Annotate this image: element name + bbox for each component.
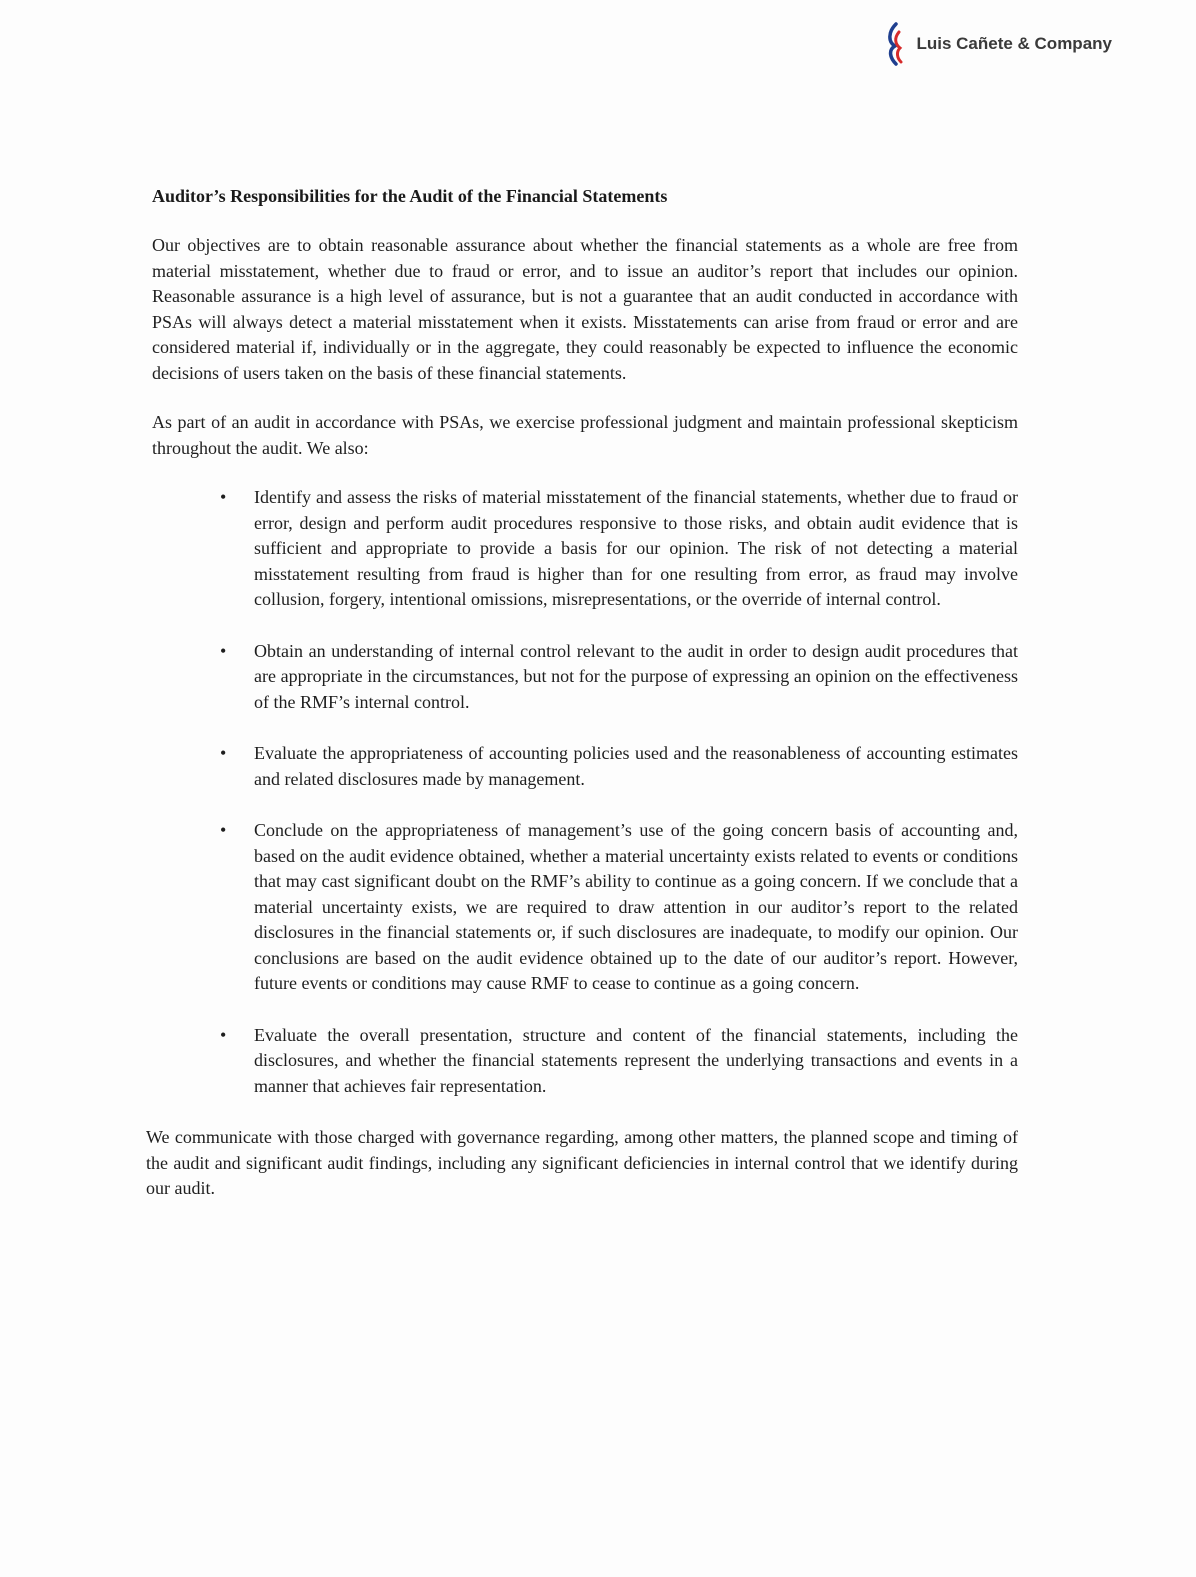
bullet-icon: •	[220, 1024, 227, 1045]
list-item-text: Identify and assess the risks of material misstatement of the financial statements, whether due to fraud or error, design and perform audit procedures responsive to those risks, and obtain audit evidence that is sufficient and appropriate to provide a basis for our opinion. The risk of not detecting a material misstatement resulting from fraud is higher than for one resulting from error, as fraud may involve collusion, forgery, intentional omissions, misrepresentations, or the override of internal control.	[254, 487, 1018, 609]
responsibilities-list	[152, 485, 1018, 1099]
list-item-text: Obtain an understanding of internal control relevant to the audit in order to design audit procedures that are appropriate in the circumstances, but not for the purpose of expressing an opinion on the effectiveness of the RMF’s internal control.	[254, 640, 1018, 712]
list-item-text: Conclude on the appropriateness of management’s use of the going concern basis of accounting and, based on the audit evidence obtained, whether a material uncertainty exists related to events or conditions that may cast significant doubt on the RMF’s ability to continue as a going concern. If we conclude that a material uncertainty exists, we are required to draw attention in our auditor’s report to the related disclosures in the financial statements or, if such disclosures are inadequate, to modify our opinion. Our conclusions are based on the audit evidence obtained up to the date of our auditor’s report. However, future events or conditions may cause RMF to cease to continue as a going concern.	[254, 820, 1018, 993]
paragraph-audit-part: As part of an audit in accordance with PSAs, we exercise professional judgment and maintain professional skepticism throughout the audit. We also:	[152, 412, 1018, 458]
bullet-icon: •	[220, 820, 227, 840]
document-body	[146, 186, 1018, 1226]
firm-name: Luis Cañete & Company	[916, 34, 1112, 53]
paragraph-objectives: Our objectives are to obtain reasonable assurance about whether the financial statements as a whole are free from material misstatement, whether due to fraud or error, and to issue an auditor’s report that includes our opinion. Reasonable assurance is a high level of assurance, but is not a guarantee that an audit conducted in accordance with PSAs will always detect a material misstatement when it exists. Misstatements can arise from fraud or error and are considered material if, individually or in the aggregate, they could reasonably be expected to influence the economic decisions of users taken on the basis of these financial statements.	[152, 235, 1018, 383]
paragraph-governance: We communicate with those charged with governance regarding, among other matters, the planned scope and timing of the audit and significant audit findings, including any significant deficiencies in internal control that we identify during our audit.	[146, 1127, 1018, 1198]
bullet-icon: •	[220, 743, 227, 763]
luis-canete-logo-icon	[884, 22, 906, 66]
bullet-icon: •	[220, 487, 227, 507]
list-item-text: Evaluate the appropriateness of accounting policies used and the reasonableness of accounting estimates and related disclosures made by management.	[254, 743, 1018, 789]
section-heading: Auditor’s Responsibilities for the Audit of the Financial Statements	[152, 186, 668, 206]
list-item	[152, 818, 1018, 997]
list-item	[152, 741, 1018, 792]
list-item	[152, 639, 1018, 716]
bullet-icon: •	[220, 640, 227, 661]
list-item	[152, 1023, 1018, 1100]
list-item	[152, 485, 1018, 613]
letterhead	[884, 22, 1112, 66]
list-item-text: Evaluate the overall presentation, structure and content of the financial statements, including the disclosures, and whether the financial statements represent the underlying transactions and events in a manner that achieves fair representation.	[254, 1024, 1018, 1096]
